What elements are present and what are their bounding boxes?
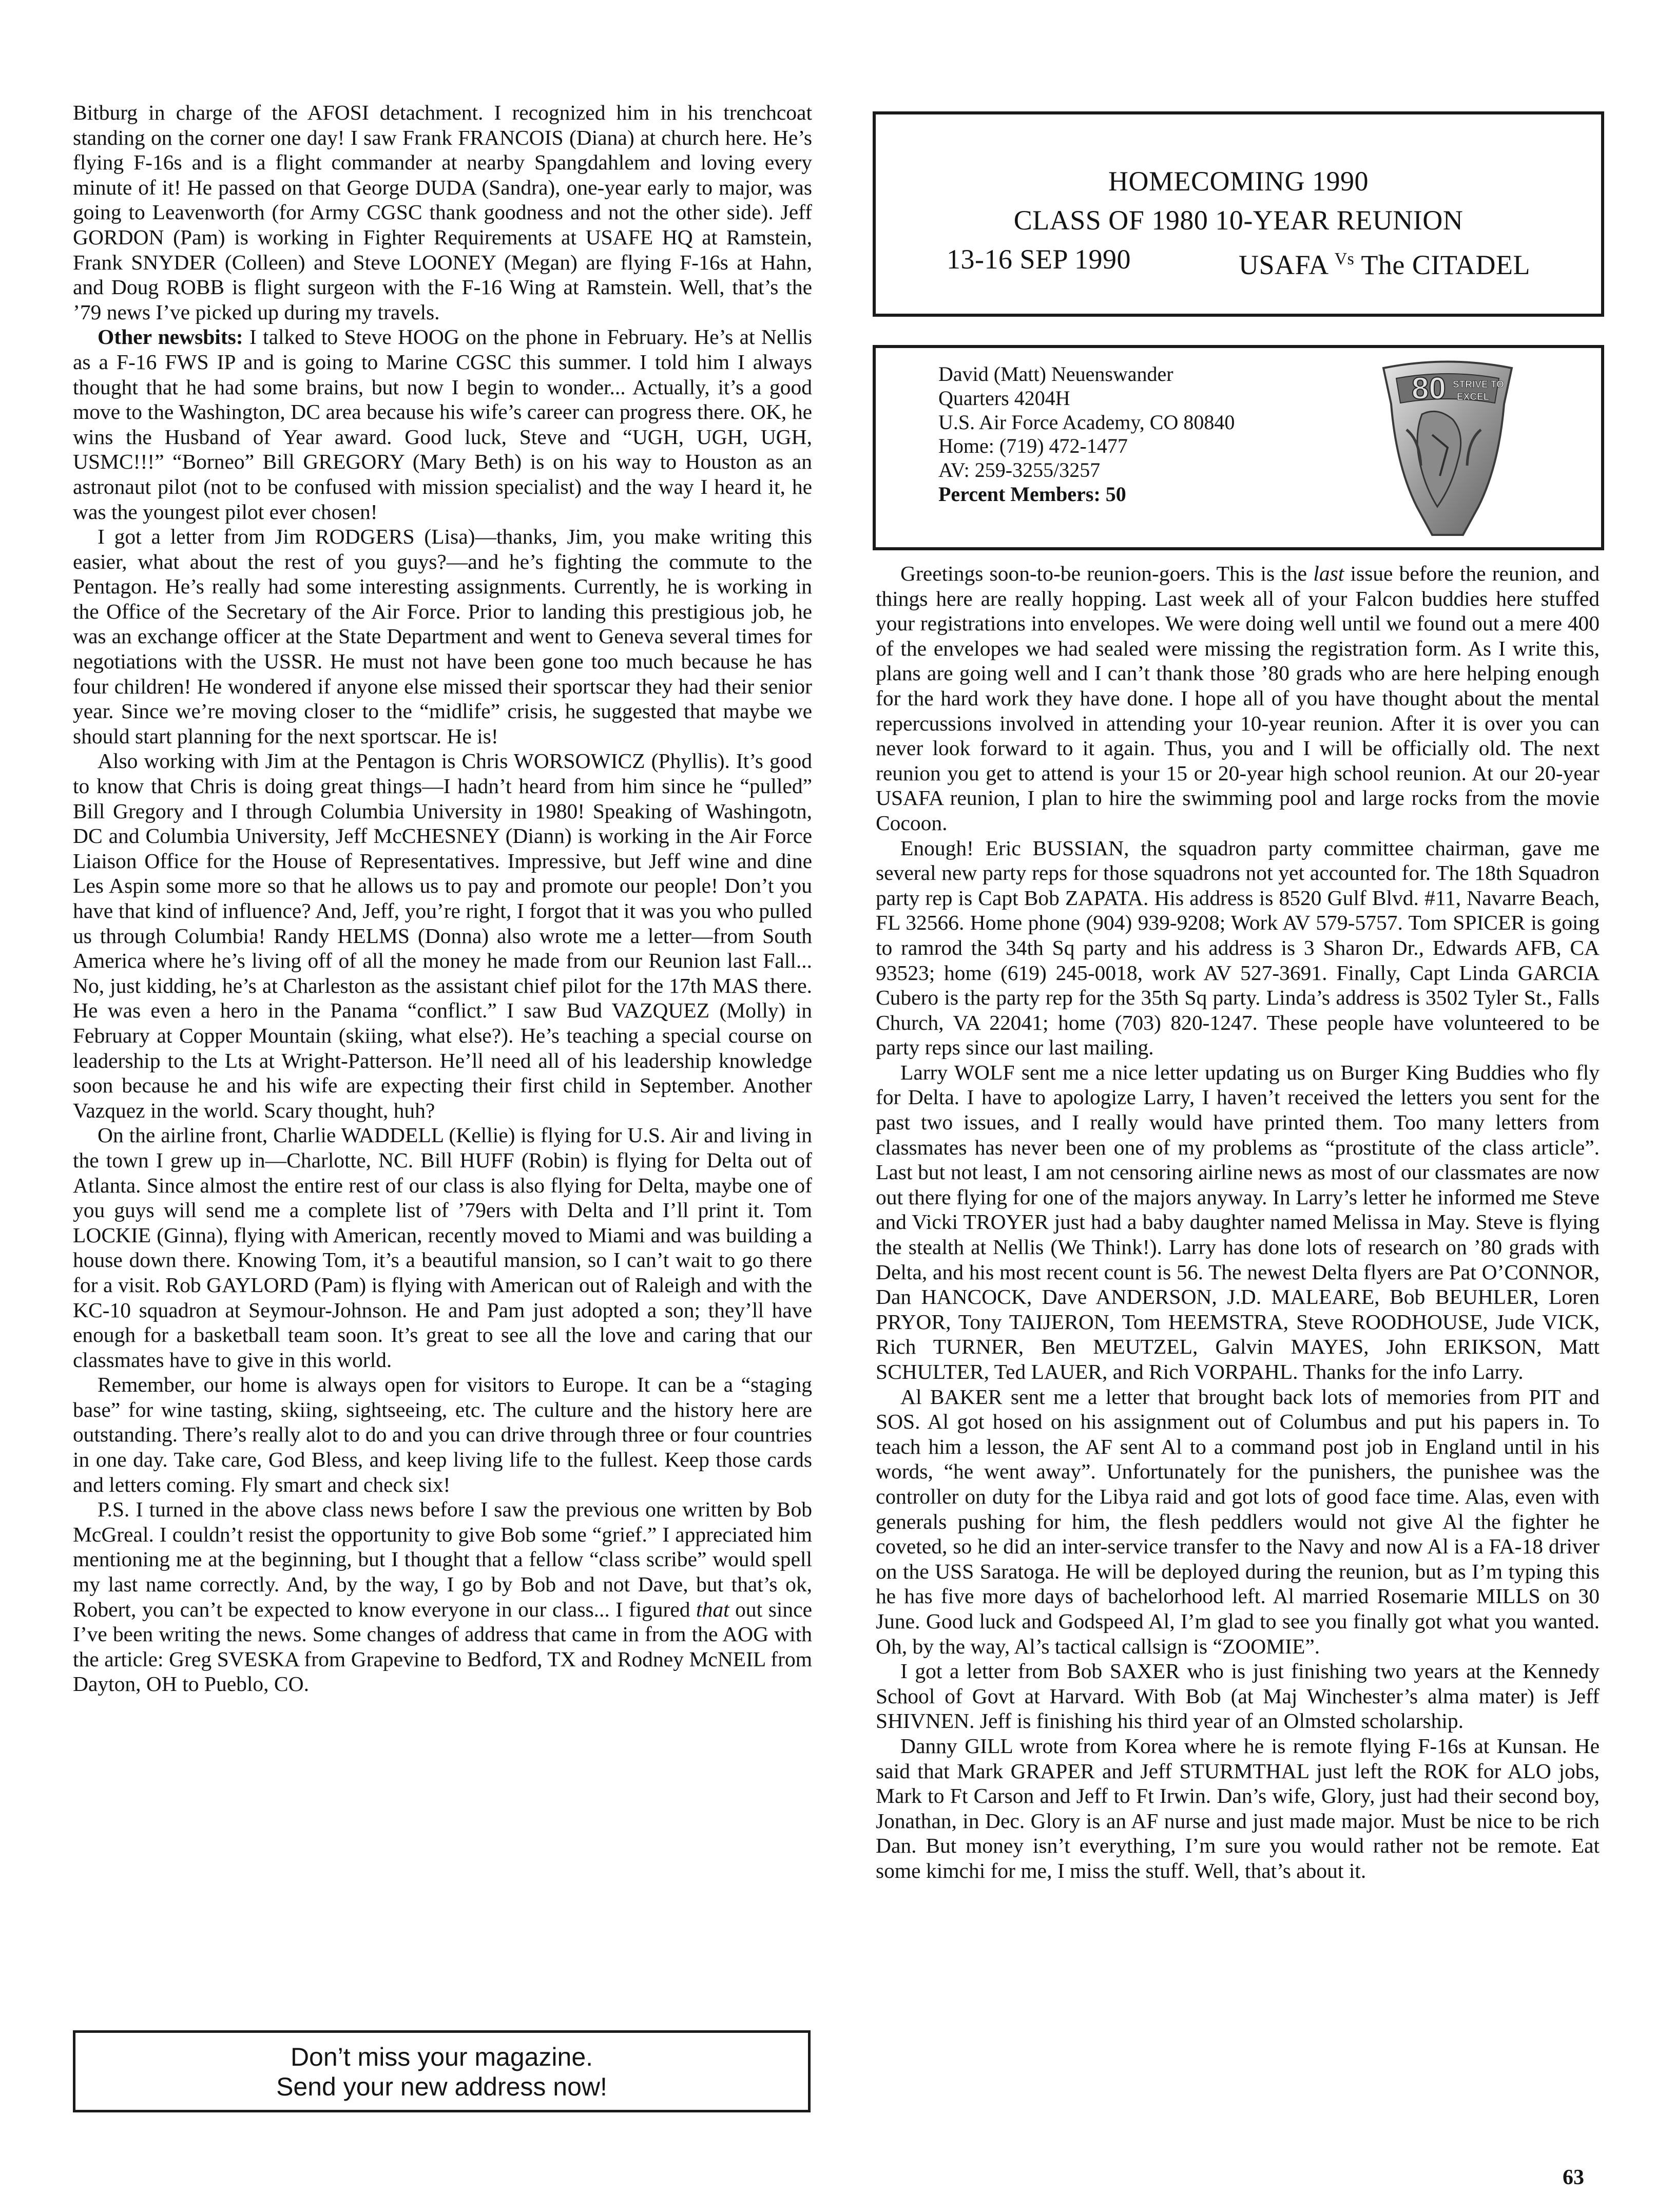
homecoming-box [873,111,1604,317]
paragraph: Other newsbits: I talked to Steve HOOG on the phone in February. He’s at Nellis as a F-16 FWS IP and is going to Marine CGSC this summer. I told him I always thought that he had some brains, but now I begin to wonder... Actually, it’s a good move to the Washington, DC area because his wife’s career can progress there. OK, he wins the Husband of Year award. Good luck, Steve and “UGH, UGH, UGH, USMC!!!” “Borneo” Bill GREGORY (Mary Beth) is on his way to Houston as an astronaut pilot (not to be confused with mission specialist) and the way I heard it, he was the youngest pilot ever chosen! [73,325,812,524]
game-matchup: USAFA $^{Vs}$ The CITADEL [1239,249,1530,280]
event-line [876,240,1601,284]
paragraph: Remember, our home is always open for visitors to Europe. It can be a “staging base” for wine tasting, skiing, sightseeing, etc. The culture and the history here are outstanding. There’s really alot to do and you can drive through three or four countries in one day. Take care, God Bless, and keep living life to the fullest. Keep those cards and letters coming. Fly smart and check six! [73,1373,812,1496]
run-in-heading: Other newsbits: [98,325,243,349]
scribe-name: David (Matt) Neuenswander [938,362,1173,386]
paragraph: Greetings soon-to-be reunion-goers. This is the last issue before the reunion, and things here are really hopping. Last week all of your Falcon buddies here stuffed your registrations into envelopes. We were doing well until we found out a mere 400 of the envelopes we had sealed were missing the registration form. As I write this, plans are going well and I can’t thank those ’80 grads who are here helping enough for the hard work they have done. I hope all of you have thought about the mental repercussions involved in attending your 10-year reunion. After it is over you can never look forward to it again. Thus, you and I will be officially old. The next reunion you get to attend is your 15 or 20-year high school reunion. At our 20-year USAFA reunion, I plan to hire the swimming pool and large rocks from the movie Cocoon. [876,562,1600,835]
event-date: 13-16 SEP 1990 [946,244,1131,275]
paragraph: Also working with Jim at the Pentagon is Chris WORSOWICZ (Phyllis). It’s good to know that Chris is doing great things—I hadn’t heard from him since he “pulled” Bill Gregory and I through Columbia University in 1980! Speaking of Washingotn, DC and Columbia University, Jeff McCHESNEY (Diann) is working in the Air Force Liaison Office for the House of Representatives. Impressive, but Jeff wine and dine Les Aspin some more so that he allows us to pay and promote our people! Don’t you have that kind of influence? And, Jeff, you’re right, I forgot that it was you who pulled us through Columbia! Randy HELMS (Donna) also wrote me a letter—from South America where he’s living off of all the money he made from our Reunion last Fall... No, just kidding, he’s at Charleston as the assistant chief pilot for the 17th MAS there. He was even a hero in the Panama “conflict.” I saw Bud VAZQUEZ (Molly) in February at Copper Mountain (skiing, what else?). He’s teaching a special course on leadership to the Lts at Wright-Patterson. He’ll need all of his leadership knowledge soon because he and his wife are expecting their first child in September. Another Vazquez in the world. Scary thought, huh? [73,749,812,1122]
paragraph: P.S. I turned in the above class news before I saw the previous one written by Bob McGreal. I couldn’t resist the opportunity to give Bob some “grief.” I appreciated him mentioning me at the beginning, but I thought that a fellow “class scribe” would spell my last name correctly. And, by the way, I go by Bob and not Dave, but that’s ok, Robert, you can’t be expected to know everyone in our class... I figured that out since I’ve been writing the news. Some changes of address that came in from the AOG with the article: Greg SVESKA from Grapevine to Bedford, TX and Rodney McNEIL from Dayton, OH to Pueblo, CO. [73,1497,812,1696]
paragraph: Al BAKER sent me a letter that brought back lots of memories from PIT and SOS. Al got hosed on his assignment out of Columbus and put his papers in. To teach him a lesson, the AF sent Al to a command post job in England until in his words, “he went away”. Unfortunately for the punishers, the punishee was the controller on duty for the Libya raid and got lots of good face time. Alas, even with generals pushing for him, the flesh peddlers would not give Al the fighter he coveted, so he did an inter-service transfer to the Navy and now Al is a FA-18 driver on the USS Saratoga. He will be deployed during the reunion, but as I’m typing this he has five more days of bachelorhood left. Al married Rosemarie MILLS on 30 June. Good luck and Godspeed Al, I’m glad to see you finally got what you wanted. Oh, by the way, Al’s tactical callsign is “ZOOMIE”. [876,1384,1600,1658]
paragraph: I got a letter from Bob SAXER who is just finishing two years at the Kennedy School of Govt at Harvard. With Bob (at Maj Winchester’s alma mater) is Jeff SHIVNEN. Jeff is finishing his third year of an Olmsted scholarship. [876,1659,1600,1733]
paragraph: Larry WOLF sent me a nice letter updating us on Burger King Buddies who fly for Delta. I have to apologize Larry, I haven’t received the letters you sent for the past two issues, and I really would have printed them. Too many letters from classmates has never been one of my problems as “prostitute of the class article”. Last but not least, I am not censoring airline news as most of our classmates are now out there flying for one of the majors anyway. In Larry’s letter he informed me Steve and Vicki TROYER just had a baby daughter named Melissa in May. Steve is flying the stealth at Nellis (We Think!). Larry has done lots of research on ’80 grads with Delta, and his most recent count is 56. The newest Delta flyers are Pat O’CONNOR, Dan HANCOCK, Dave ANDERSON, J.D. MALEARE, Bob BEUHLER, Loren PRYOR, Tony TAIJERON, Tom HEEMSTRA, Steve ROODHOUSE, Jude VICK, Rich TURNER, Ben MEUTZEL, Galvin MAYES, John ERIKSON, Matt SCHULTER, Ted LAUER, and Rich VORPAHL. Thanks for the info Larry. [876,1060,1600,1383]
paragraph: Danny GILL wrote from Korea where he is remote flying F-16s at Kunsan. He said that Mark GRAPER and Jeff STURMTHAL just left the ROK for ALO jobs, Mark to Ft Carson and Jeff to Ft Irwin. Dan’s wife, Glory, just had their second boy, Jonathan, in Dec. Glory is an AF nurse and just made major. Must be nice to be rich Dan. But money isn’t everything, I’m sure you would rather not be remote. Eat some kimchi for me, I miss the stuff. Well, that’s about it. [876,1734,1600,1882]
right-column [876,561,1600,1883]
percent-members: Percent Members: 50 [938,482,1126,506]
scribe-quarters: Quarters 4204H [938,386,1070,410]
crest-motto-text: STRIVE TO [1453,379,1504,390]
paragraph: On the airline front, Charlie WADDELL (Kellie) is flying for U.S. Air and living in the town I grew up in—Charlotte, NC. Bill HUFF (Robin) is flying for Delta out of Atlanta. Since almost the entire rest of our class is also flying for Delta, maybe one of you guys will send me a complete list of ’79ers with Delta and I’ll print it. Tom LOCKIE (Ginna), flying with American, recently moved to Miami and was building a house down there. Knowing Tom, it’s a beautiful mansion, so I can’t wait to go there for a visit. Rob GAYLORD (Pam) is flying with American out of Raleigh and with the KC-10 squadron at Seymour-Johnson. He and Pam just adopted a son; they’ll have enough for a basketball team soon. It’s great to see all the love and caring that our classmates have to give in this world. [73,1123,812,1372]
notice-line-2: Send your new address now! [276,2072,607,2101]
address-notice-box [73,2030,811,2112]
left-column [73,100,812,1697]
reunion-title: CLASS OF 1980 10-YEAR REUNION [1013,205,1464,236]
crest-motto-text-2: EXCEL [1457,392,1490,402]
scribe-address: U.S. Air Force Academy, CO 80840 [938,410,1235,434]
paragraph: Bitburg in charge of the AFOSI detachment. I recognized him in his trenchcoat standing on the corner one day! I saw Frank FRANCOIS (Diana) at church here. He’s flying F-16s and is a flight commander at nearby Spangdahlem and loving every minute of it! He passed on that George DUDA (Sandra), one-year early to major, was going to Leavenworth (for Army CGSC thank goodness and not the other side). Jeff GORDON (Pam) is working in Fighter Requirements at USAFE HQ at Ramstein, Frank SNYDER (Colleen) and Steve LOONEY (Megan) are flying F-16s at Hahn, and Doug ROBB is flight surgeon with the F-16 Wing at Ramstein. Well, that’s the ’79 news I’ve picked up during my travels. [73,101,812,324]
scribe-av-phone: AV: 259-3255/3257 [938,458,1101,482]
homecoming-title: HOMECOMING 1990 [1108,166,1369,197]
class-crest-icon [1376,358,1519,537]
notice-line-1: Don’t miss your magazine. [290,2043,593,2071]
scribe-home-phone: Home: (719) 472-1477 [938,434,1128,458]
paragraph: I got a letter from Jim RODGERS (Lisa)—thanks, Jim, you make writing this easier, what about the rest of you guys?—and he’s fighting the commute to the Pentagon. He’s really had some interesting assignments. Currently, he is working in the Office of the Secretary of the Air Force. Prior to landing this prestigious job, he was an exchange officer at the State Department and went to Geneva several times for negotiations with the USSR. He must not have been gone too much because he has four children! He wondered if anyone else missed their sportscar they had their senior year. Since we’re moving closer to the “midlife” crisis, he suggested that maybe we should start planning for the next sportscar. He is! [73,525,812,748]
paragraph: Enough! Eric BUSSIAN, the squadron party committee chairman, gave me several new party reps for those squadrons not yet accounted for. The 18th Squadron party rep is Capt Bob ZAPATA. His address is 8520 Gulf Blvd. #11, Navarre Beach, FL 32566. Home phone (904) 939-9208; Work AV 579-5757. Tom SPICER is going to ramrod the 34th Sq party and his address is 3 Sharon Dr., Edwards AFB, CA 93523; home (619) 245-0018, work AV 527-3691. Finally, Capt Linda GARCIA Cubero is the party rep for the 35th Sq party. Linda’s address is 3502 Tyler St., Falls Church, VA 22041; home (703) 820-1247. These people have volunteered to be party reps since our last mailing. [876,836,1600,1060]
crest-80-text: 80 [1412,371,1446,406]
page-number: 63 [1563,2166,1584,2189]
